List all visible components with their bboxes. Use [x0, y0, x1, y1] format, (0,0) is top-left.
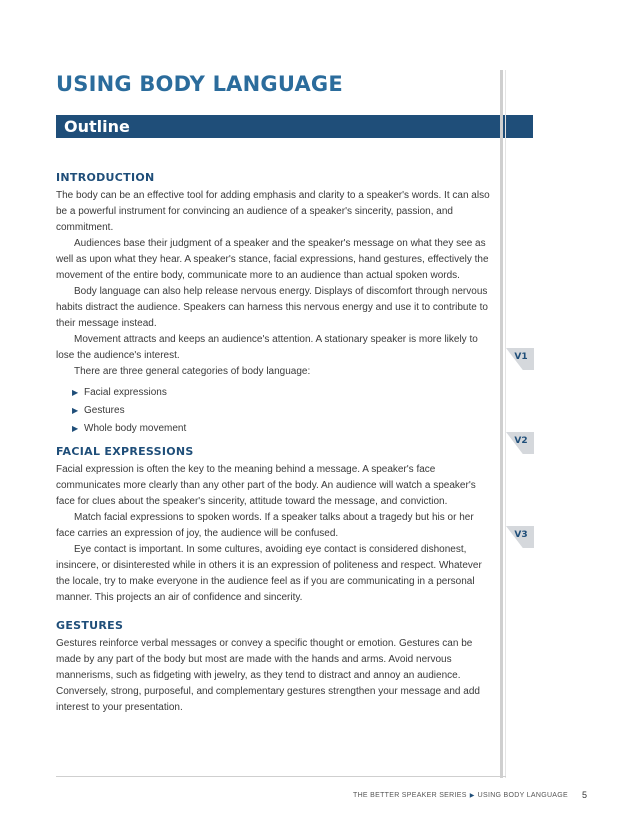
page-number: 5 [582, 790, 588, 800]
outline-label: Outline [64, 117, 130, 136]
footer-series: THE BETTER SPEAKER SERIES [353, 792, 467, 799]
bottom-rule [56, 776, 506, 777]
list-item-label: Facial expressions [84, 387, 167, 398]
paragraph: Eye contact is important. In some cultures, avoiding eye contact is considered dishonest, insincere, or disinterested while in others it is an expression of politeness and respect. Whatever the locale, try to make everyone in the audience feel as if you are communicating in a personal manner. This projects an air of confidence and sincerity. [56, 544, 482, 603]
list-item-label: Gestures [84, 405, 125, 416]
section-heading-introduction: INTRODUCTION [56, 171, 155, 184]
paragraph: The body can be an effective tool for adding emphasis and clarity to a speaker's words. It can also be a powerful instrument for convincing an audience of a speaker's sincerity, passion, and commitment. [56, 190, 490, 233]
section-heading-gestures: GESTURES [56, 619, 124, 632]
paragraph: Body language can also help release nervous energy. Displays of discomfort through nervous habits distract the audience. Speakers can harness this nervous energy and use it to contribute to their message instead. [56, 286, 488, 329]
category-list [72, 384, 492, 438]
triangle-right-icon: ▶ [72, 424, 79, 433]
paragraph: Facial expression is often the key to the meaning behind a message. A speaker's face communicates more clearly than any other part of the body. An audience will watch a speaker's face for clues about the speaker's sincerity, attitude toward the message, and conviction. [56, 464, 476, 507]
visual-tab-label: V1 [514, 352, 528, 362]
footer-topic: USING BODY LANGUAGE [477, 792, 568, 799]
list-item [72, 384, 492, 402]
page-title: USING BODY LANGUAGE [56, 72, 343, 96]
triangle-right-icon: ▶ [72, 406, 79, 415]
visual-tab-label: V2 [514, 436, 528, 446]
paragraph: There are three general categories of body language: [74, 366, 311, 377]
triangle-right-icon: ▶ [469, 793, 475, 799]
margin-rule-thin [505, 70, 506, 778]
triangle-right-icon: ▶ [72, 388, 79, 397]
margin-rule [500, 70, 503, 778]
section-heading-facial-expressions: FACIAL EXPRESSIONS [56, 445, 194, 458]
list-item-label: Whole body movement [84, 423, 187, 434]
paragraph: Movement attracts and keeps an audience's attention. A stationary speaker is more likely to lose the audience's interest. [56, 334, 478, 361]
visual-tab-label: V3 [514, 530, 528, 540]
paragraph: Match facial expressions to spoken words. If a speaker talks about a tragedy but his or her face carries an expression of joy, the audience will be confused. [56, 512, 474, 539]
footer [353, 792, 568, 799]
outline-banner [56, 115, 533, 138]
paragraph: Gestures reinforce verbal messages or convey a specific thought or emotion. Gestures can be made by any part of the body but most are made with the hands and arms. Avoid nervous mannerisms, such as fidgeting with jewelry, as they tend to distract and annoy an audience. Conversely, strong, purposeful, and complementary gestures strengthen your message and add interest to your presentation. [56, 638, 480, 713]
main-content [56, 170, 492, 716]
list-item [72, 402, 492, 420]
list-item [72, 420, 492, 438]
paragraph: Audiences base their judgment of a speaker and the speaker's message on what they see as well as upon what they hear. A speaker's stance, facial expressions, hand gestures, effectively the movement of the entire body, communicate more to an audience than actual spoken words. [56, 238, 489, 281]
